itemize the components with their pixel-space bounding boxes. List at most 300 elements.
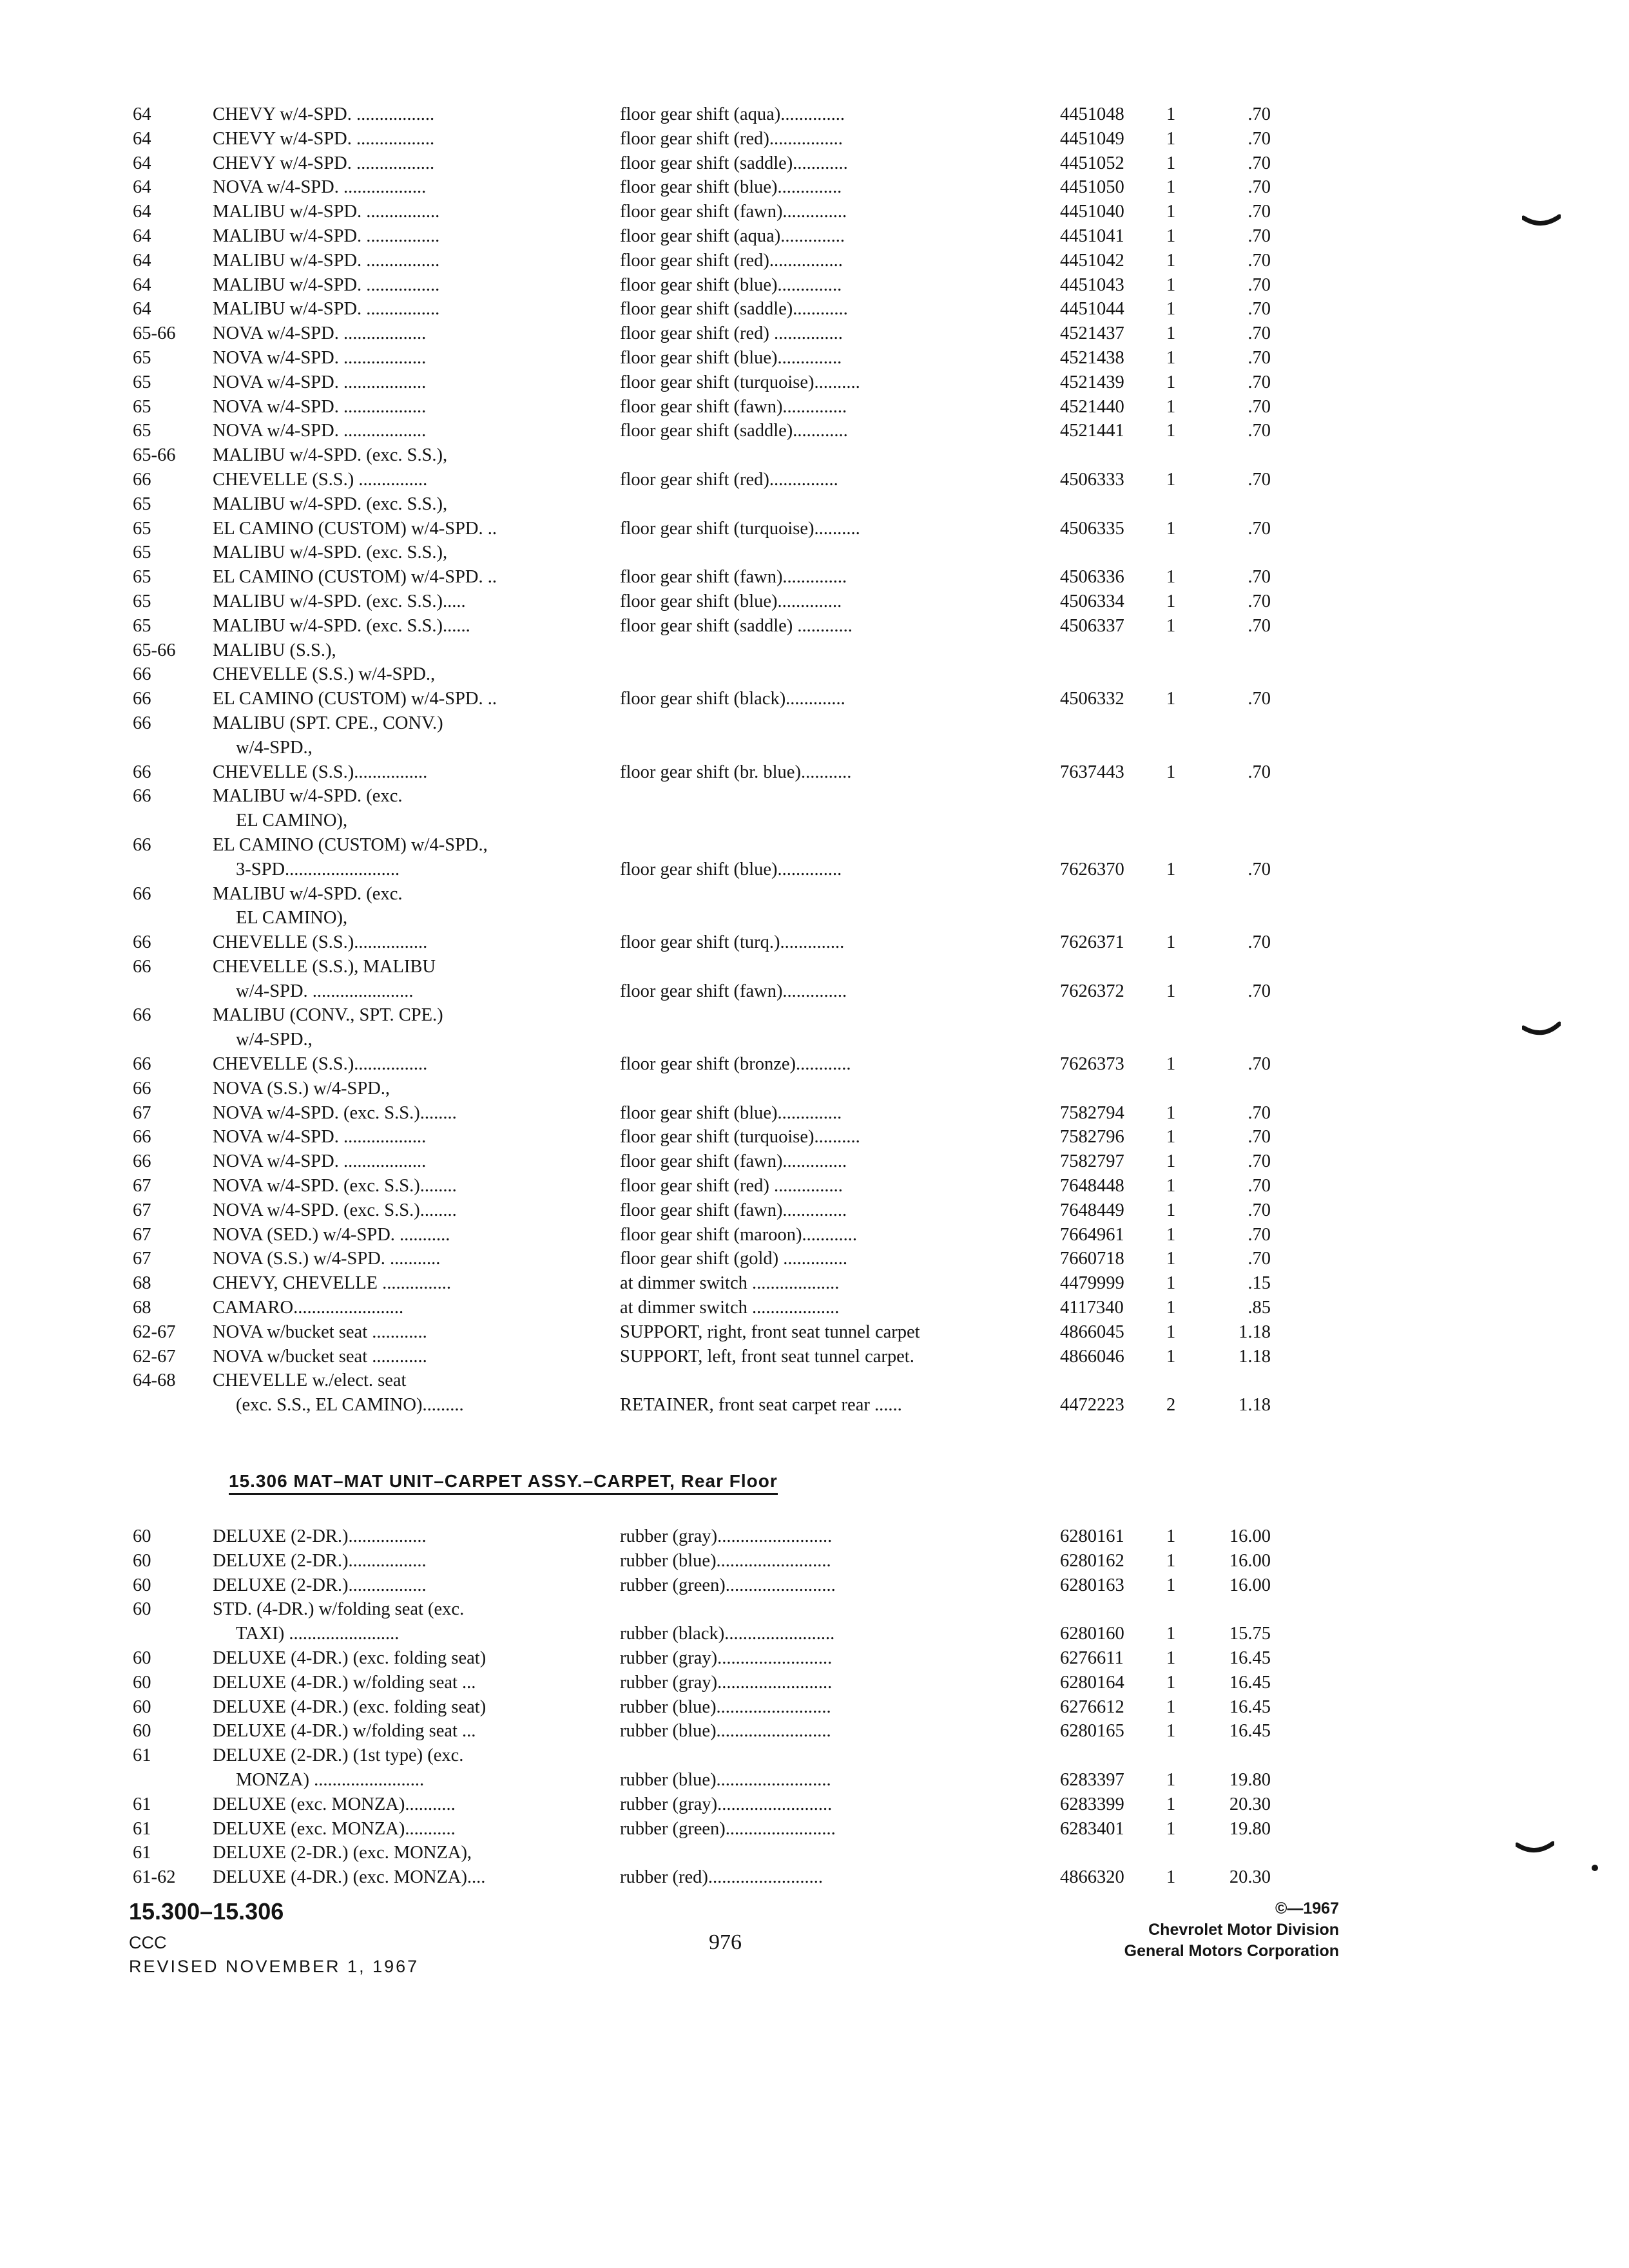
table-row: [0, 1744, 1629, 1768]
model-year: 66: [133, 932, 151, 953]
model-description: NOVA w/bucket seat ............: [213, 1346, 427, 1367]
model-description: NOVA w/4-SPD. (exc. S.S.)........: [213, 1102, 457, 1123]
table-row: [0, 1345, 1629, 1369]
model-description: DELUXE (2-DR.).................: [213, 1575, 427, 1595]
quantity: 1: [1166, 1769, 1176, 1790]
part-number: 6280162: [1060, 1550, 1124, 1571]
model-year: 65: [133, 372, 151, 392]
table-row: [0, 1003, 1629, 1028]
model-year: 64: [133, 104, 151, 124]
table-row: [0, 1622, 1629, 1646]
model-description: MALIBU (CONV., SPT. CPE.): [213, 1005, 443, 1026]
quantity: 1: [1166, 1575, 1176, 1595]
quantity: 1: [1166, 981, 1176, 1001]
price: .70: [1248, 421, 1271, 441]
table-row: [0, 102, 1629, 127]
binder-tick-mark: [1522, 1021, 1561, 1041]
model-description: CHEVELLE (S.S.)................: [213, 762, 428, 782]
table-row: [0, 175, 1629, 200]
model-description: CHEVY, CHEVELLE ...............: [213, 1273, 451, 1294]
quantity: 1: [1166, 274, 1176, 295]
part-description: SUPPORT, left, front seat tunnel carpet.: [620, 1346, 914, 1367]
section-range: 15.300–15.306: [129, 1898, 284, 1925]
quantity: 1: [1166, 153, 1176, 173]
model-description: MALIBU w/4-SPD. (exc.: [213, 883, 403, 904]
revision-date: REVISED NOVEMBER 1, 1967: [129, 1957, 419, 1976]
quantity: 1: [1166, 202, 1176, 222]
quantity: 1: [1166, 1818, 1176, 1839]
model-year: 60: [133, 1721, 151, 1742]
part-number: 4451042: [1060, 250, 1124, 271]
model-year: 64: [133, 153, 151, 173]
model-description: CHEVELLE (S.S.)................: [213, 932, 428, 953]
model-year: 64: [133, 202, 151, 222]
price: .70: [1248, 1176, 1271, 1196]
price: .70: [1248, 518, 1271, 539]
model-year: 65: [133, 518, 151, 539]
table-row: [0, 1369, 1629, 1393]
model-year: 66: [133, 469, 151, 490]
table-row: [0, 639, 1629, 663]
model-year: 61: [133, 1843, 151, 1863]
quantity: 1: [1166, 1224, 1176, 1245]
quantity: 1: [1166, 177, 1176, 198]
quantity: 1: [1166, 226, 1176, 246]
quantity: 1: [1166, 1151, 1176, 1172]
model-year: 65: [133, 591, 151, 611]
model-description: DELUXE (4-DR.) (exc. folding seat): [213, 1696, 487, 1717]
price: 16.45: [1229, 1721, 1271, 1742]
model-description: CHEVY w/4-SPD. .................: [213, 104, 435, 124]
table-row: [0, 1768, 1629, 1792]
table-row: [0, 1320, 1629, 1345]
quantity: 1: [1166, 859, 1176, 879]
model-year: 66: [133, 762, 151, 782]
part-number: 4451043: [1060, 274, 1124, 295]
part-description: rubber (blue).........................: [620, 1769, 831, 1790]
section-title: 15.306 MAT–MAT UNIT–CARPET ASSY.–CARPET, Rear Floor: [229, 1471, 778, 1495]
price: .70: [1248, 591, 1271, 611]
model-description: MALIBU w/4-SPD. (exc. S.S.)......: [213, 615, 470, 636]
model-year: 65: [133, 347, 151, 368]
quantity: 1: [1166, 299, 1176, 320]
table-row: [0, 1223, 1629, 1247]
part-description: floor gear shift (maroon)............: [620, 1224, 858, 1245]
model-description: TAXI) ........................: [236, 1624, 400, 1644]
model-description: NOVA w/4-SPD. ..................: [213, 421, 427, 441]
table-row: [0, 443, 1629, 468]
part-number: 6276611: [1060, 1648, 1124, 1668]
binder-dot-mark: [1590, 1863, 1599, 1872]
part-number: 4451044: [1060, 299, 1124, 320]
part-number: 4472223: [1060, 1395, 1124, 1416]
model-year: 65-66: [133, 445, 176, 466]
table-row: [0, 1671, 1629, 1695]
model-description: MALIBU w/4-SPD. ................: [213, 226, 440, 246]
table-row: [0, 1296, 1629, 1320]
model-description: (exc. S.S., EL CAMINO).........: [236, 1395, 464, 1416]
model-year: 66: [133, 834, 151, 855]
table-row: [0, 1865, 1629, 1890]
model-description: EL CAMINO (CUSTOM) w/4-SPD. ..: [213, 518, 497, 539]
part-description: floor gear shift (saddle)............: [620, 299, 848, 320]
part-description: floor gear shift (br. blue)...........: [620, 762, 852, 782]
part-description: floor gear shift (blue)..............: [620, 347, 842, 368]
part-description: SUPPORT, right, front seat tunnel carpet: [620, 1321, 920, 1342]
parts-table-carpet-retainers: [0, 102, 1629, 1418]
parts-table-rear-floor-mats: [0, 1524, 1629, 1890]
part-description: floor gear shift (red)................: [620, 128, 843, 149]
table-row: [0, 906, 1629, 930]
model-description: NOVA (S.S.) w/4-SPD.,: [213, 1078, 390, 1099]
quantity: 1: [1166, 250, 1176, 271]
part-description: floor gear shift (turq.)..............: [620, 932, 845, 953]
model-year: 66: [133, 956, 151, 977]
model-year: 64: [133, 274, 151, 295]
model-description: NOVA w/4-SPD. ..................: [213, 1127, 427, 1148]
model-description: CHEVY w/4-SPD. .................: [213, 153, 435, 173]
table-row: [0, 614, 1629, 639]
part-number: 7648448: [1060, 1176, 1124, 1196]
model-year: 61: [133, 1794, 151, 1814]
price: 16.00: [1229, 1550, 1271, 1571]
model-description: NOVA (SED.) w/4-SPD. ...........: [213, 1224, 450, 1245]
table-row: [0, 784, 1629, 809]
part-description: floor gear shift (blue)..............: [620, 859, 842, 879]
part-number: 7664961: [1060, 1224, 1124, 1245]
price: 16.45: [1229, 1672, 1271, 1693]
part-number: 4521440: [1060, 396, 1124, 417]
table-row: [0, 1125, 1629, 1149]
model-year: 67: [133, 1249, 151, 1269]
model-description: NOVA w/4-SPD. ..................: [213, 396, 427, 417]
quantity: 1: [1166, 1273, 1176, 1294]
price: .70: [1248, 981, 1271, 1001]
table-row: [0, 517, 1629, 541]
part-number: 7660718: [1060, 1249, 1124, 1269]
quantity: 1: [1166, 128, 1176, 149]
model-description: MALIBU w/4-SPD. (exc. S.S.).....: [213, 591, 466, 611]
table-row: [0, 930, 1629, 955]
model-year: 68: [133, 1298, 151, 1318]
part-description: floor gear shift (saddle)............: [620, 421, 848, 441]
quantity: 1: [1166, 1321, 1176, 1342]
model-description: MALIBU w/4-SPD. (exc. S.S.),: [213, 543, 448, 563]
table-row: [0, 1393, 1629, 1418]
model-year: 65: [133, 396, 151, 417]
part-number: 7626371: [1060, 932, 1124, 953]
quantity: 1: [1166, 323, 1176, 344]
quantity: 1: [1166, 421, 1176, 441]
model-description: NOVA w/4-SPD. (exc. S.S.)........: [213, 1176, 457, 1196]
model-description: MALIBU (SPT. CPE., CONV.): [213, 713, 443, 733]
part-number: 4521438: [1060, 347, 1124, 368]
part-number: 6280161: [1060, 1526, 1124, 1546]
model-description: NOVA w/4-SPD. ..................: [213, 1151, 427, 1172]
part-description: floor gear shift (blue)..............: [620, 1102, 842, 1123]
model-description: DELUXE (exc. MONZA)...........: [213, 1794, 456, 1814]
table-row: [0, 1695, 1629, 1720]
quantity: 1: [1166, 1672, 1176, 1693]
table-row: [0, 273, 1629, 298]
model-description: EL CAMINO (CUSTOM) w/4-SPD. ..: [213, 567, 497, 588]
price: .70: [1248, 274, 1271, 295]
model-year: 65: [133, 615, 151, 636]
quantity: 1: [1166, 1249, 1176, 1269]
part-number: 7637443: [1060, 762, 1124, 782]
quantity: 1: [1166, 1648, 1176, 1668]
table-row: [0, 200, 1629, 224]
model-year: 60: [133, 1599, 151, 1620]
model-description: NOVA (S.S.) w/4-SPD. ...........: [213, 1249, 441, 1269]
price: .85: [1248, 1298, 1271, 1318]
quantity: 1: [1166, 1054, 1176, 1075]
quantity: 1: [1166, 104, 1176, 124]
model-year: 68: [133, 1273, 151, 1294]
part-number: 4117340: [1060, 1298, 1124, 1318]
price: .70: [1248, 372, 1271, 392]
part-description: floor gear shift (turquoise)..........: [620, 518, 860, 539]
model-description: MALIBU w/4-SPD. (exc.: [213, 786, 403, 807]
part-description: floor gear shift (aqua)..............: [620, 104, 845, 124]
quantity: 1: [1166, 518, 1176, 539]
table-row: [0, 322, 1629, 346]
quantity: 1: [1166, 347, 1176, 368]
part-description: floor gear shift (fawn)..............: [620, 396, 847, 417]
part-number: 4506336: [1060, 567, 1124, 588]
price: 19.80: [1229, 1769, 1271, 1790]
part-number: 4521441: [1060, 421, 1124, 441]
quantity: 1: [1166, 591, 1176, 611]
table-row: [0, 1077, 1629, 1101]
part-description: floor gear shift (bronze)............: [620, 1054, 851, 1075]
part-description: rubber (black)........................: [620, 1624, 835, 1644]
quantity: 1: [1166, 689, 1176, 709]
part-number: 4866046: [1060, 1346, 1124, 1367]
part-number: 4479999: [1060, 1273, 1124, 1294]
model-year: 61-62: [133, 1867, 176, 1888]
model-year: 61: [133, 1818, 151, 1839]
price: .70: [1248, 250, 1271, 271]
model-year: 60: [133, 1696, 151, 1717]
quantity: 1: [1166, 1721, 1176, 1742]
model-description: MALIBU w/4-SPD. (exc. S.S.),: [213, 494, 448, 514]
quantity: 1: [1166, 1794, 1176, 1814]
price: 16.45: [1229, 1696, 1271, 1717]
price: .70: [1248, 226, 1271, 246]
model-year: 66: [133, 713, 151, 733]
table-row: [0, 1841, 1629, 1865]
part-description: floor gear shift (fawn)..............: [620, 202, 847, 222]
price: .70: [1248, 396, 1271, 417]
part-number: 4866045: [1060, 1321, 1124, 1342]
model-year: 64: [133, 299, 151, 320]
model-year: 66: [133, 664, 151, 685]
quantity: 1: [1166, 1127, 1176, 1148]
part-number: 4521437: [1060, 323, 1124, 344]
price: .70: [1248, 1249, 1271, 1269]
model-description: NOVA w/bucket seat ............: [213, 1321, 427, 1342]
table-row: [0, 687, 1629, 711]
part-description: floor gear shift (red)...............: [620, 469, 838, 490]
part-description: floor gear shift (fawn)..............: [620, 567, 847, 588]
part-description: rubber (blue).........................: [620, 1550, 831, 1571]
table-row: [0, 346, 1629, 370]
model-description: DELUXE (exc. MONZA)...........: [213, 1818, 456, 1839]
price: .70: [1248, 567, 1271, 588]
model-year: 64: [133, 250, 151, 271]
part-description: floor gear shift (saddle) ............: [620, 615, 853, 636]
model-description: NOVA w/4-SPD. (exc. S.S.)........: [213, 1200, 457, 1220]
part-description: floor gear shift (red)................: [620, 250, 843, 271]
price: .70: [1248, 299, 1271, 320]
price: .70: [1248, 469, 1271, 490]
quantity: 1: [1166, 1346, 1176, 1367]
table-row: [0, 1247, 1629, 1271]
table-row: [0, 1198, 1629, 1223]
model-year: 66: [133, 786, 151, 807]
model-year: 65-66: [133, 640, 176, 660]
model-year: 60: [133, 1550, 151, 1571]
quantity: 1: [1166, 1696, 1176, 1717]
quantity: 1: [1166, 396, 1176, 417]
model-year: 66: [133, 1151, 151, 1172]
publisher-block: [1124, 1898, 1339, 1962]
part-number: 7582796: [1060, 1127, 1124, 1148]
price: .15: [1248, 1273, 1271, 1294]
model-description: DELUXE (2-DR.).................: [213, 1526, 427, 1546]
model-year: 66: [133, 883, 151, 904]
part-number: 4506337: [1060, 615, 1124, 636]
table-row: [0, 395, 1629, 419]
quantity: 2: [1166, 1395, 1176, 1416]
table-row: [0, 1573, 1629, 1598]
part-number: 4506333: [1060, 469, 1124, 490]
part-number: 7582794: [1060, 1102, 1124, 1123]
part-description: floor gear shift (fawn)..............: [620, 1151, 847, 1172]
model-description: NOVA w/4-SPD. ..................: [213, 177, 427, 198]
model-year: 64: [133, 226, 151, 246]
part-number: 6280160: [1060, 1624, 1124, 1644]
part-description: floor gear shift (fawn)..............: [620, 981, 847, 1001]
price: 20.30: [1229, 1867, 1271, 1888]
part-number: 6280165: [1060, 1721, 1124, 1742]
table-row: [0, 419, 1629, 443]
part-number: 4866320: [1060, 1867, 1124, 1888]
model-description: EL CAMINO (CUSTOM) w/4-SPD.,: [213, 834, 488, 855]
table-row: [0, 1817, 1629, 1841]
part-description: RETAINER, front seat carpet rear ......: [620, 1395, 902, 1416]
model-year: 64: [133, 177, 151, 198]
part-number: 4506332: [1060, 689, 1124, 709]
model-year: 66: [133, 689, 151, 709]
corporation-name: General Motors Corporation: [1124, 1942, 1339, 1960]
price: 1.18: [1239, 1346, 1271, 1367]
part-description: floor gear shift (black).............: [620, 689, 845, 709]
model-year: 66: [133, 1078, 151, 1099]
part-number: 4451040: [1060, 202, 1124, 222]
model-description: MALIBU w/4-SPD. ................: [213, 202, 440, 222]
model-year: 67: [133, 1176, 151, 1196]
model-description: CHEVELLE w./elect. seat: [213, 1370, 407, 1391]
model-description: MALIBU w/4-SPD. ................: [213, 250, 440, 271]
model-year: 60: [133, 1648, 151, 1668]
model-year: 60: [133, 1575, 151, 1595]
model-year: 67: [133, 1224, 151, 1245]
model-description: DELUXE (4-DR.) w/folding seat ...: [213, 1672, 476, 1693]
table-row: [0, 711, 1629, 736]
price: .70: [1248, 932, 1271, 953]
part-description: floor gear shift (gold) ..............: [620, 1249, 848, 1269]
part-description: at dimmer switch ...................: [620, 1298, 840, 1318]
part-description: floor gear shift (blue)..............: [620, 177, 842, 198]
part-description: floor gear shift (fawn)..............: [620, 1200, 847, 1220]
part-number: 7648449: [1060, 1200, 1124, 1220]
part-number: 4451052: [1060, 153, 1124, 173]
model-description: EL CAMINO (CUSTOM) w/4-SPD. ..: [213, 689, 497, 709]
model-year: 60: [133, 1672, 151, 1693]
part-description: floor gear shift (turquoise)..........: [620, 372, 860, 392]
model-year: 65: [133, 494, 151, 514]
price: .70: [1248, 347, 1271, 368]
price: .70: [1248, 689, 1271, 709]
part-number: 7626372: [1060, 981, 1124, 1001]
model-year: 67: [133, 1102, 151, 1123]
price: .70: [1248, 1102, 1271, 1123]
table-row: [0, 468, 1629, 492]
quantity: 1: [1166, 567, 1176, 588]
table-row: [0, 760, 1629, 785]
table-row: [0, 882, 1629, 907]
model-description: MALIBU w/4-SPD. ................: [213, 299, 440, 320]
model-description: STD. (4-DR.) w/folding seat (exc.: [213, 1599, 465, 1620]
price: 1.18: [1239, 1321, 1271, 1342]
table-row: [0, 809, 1629, 833]
part-description: floor gear shift (red) ...............: [620, 1176, 843, 1196]
price: 16.00: [1229, 1575, 1271, 1595]
part-description: rubber (red).........................: [620, 1867, 824, 1888]
quantity: 1: [1166, 762, 1176, 782]
part-description: rubber (gray).........................: [620, 1526, 833, 1546]
price: .70: [1248, 859, 1271, 879]
model-year: 67: [133, 1200, 151, 1220]
price: .70: [1248, 762, 1271, 782]
quantity: 1: [1166, 469, 1176, 490]
part-number: 6280164: [1060, 1672, 1124, 1693]
model-description: DELUXE (4-DR.) (exc. MONZA)....: [213, 1867, 486, 1888]
table-row: [0, 127, 1629, 151]
model-description: CHEVELLE (S.S.)................: [213, 1054, 428, 1075]
part-number: 7626373: [1060, 1054, 1124, 1075]
price: .70: [1248, 153, 1271, 173]
quantity: 1: [1166, 615, 1176, 636]
model-description: DELUXE (2-DR.).................: [213, 1550, 427, 1571]
quantity: 1: [1166, 1176, 1176, 1196]
price: 15.75: [1229, 1624, 1271, 1644]
part-number: 6283397: [1060, 1769, 1124, 1790]
model-year: 65: [133, 421, 151, 441]
table-row: [0, 249, 1629, 273]
model-description: EL CAMINO),: [236, 908, 348, 928]
model-description: w/4-SPD.,: [236, 737, 313, 758]
model-description: MALIBU (S.S.),: [213, 640, 336, 660]
part-number: 4451049: [1060, 128, 1124, 149]
model-description: NOVA w/4-SPD. ..................: [213, 372, 427, 392]
part-number: 7626370: [1060, 859, 1124, 879]
part-description: rubber (gray).........................: [620, 1794, 833, 1814]
part-description: floor gear shift (saddle)............: [620, 153, 848, 173]
table-row: [0, 1524, 1629, 1549]
